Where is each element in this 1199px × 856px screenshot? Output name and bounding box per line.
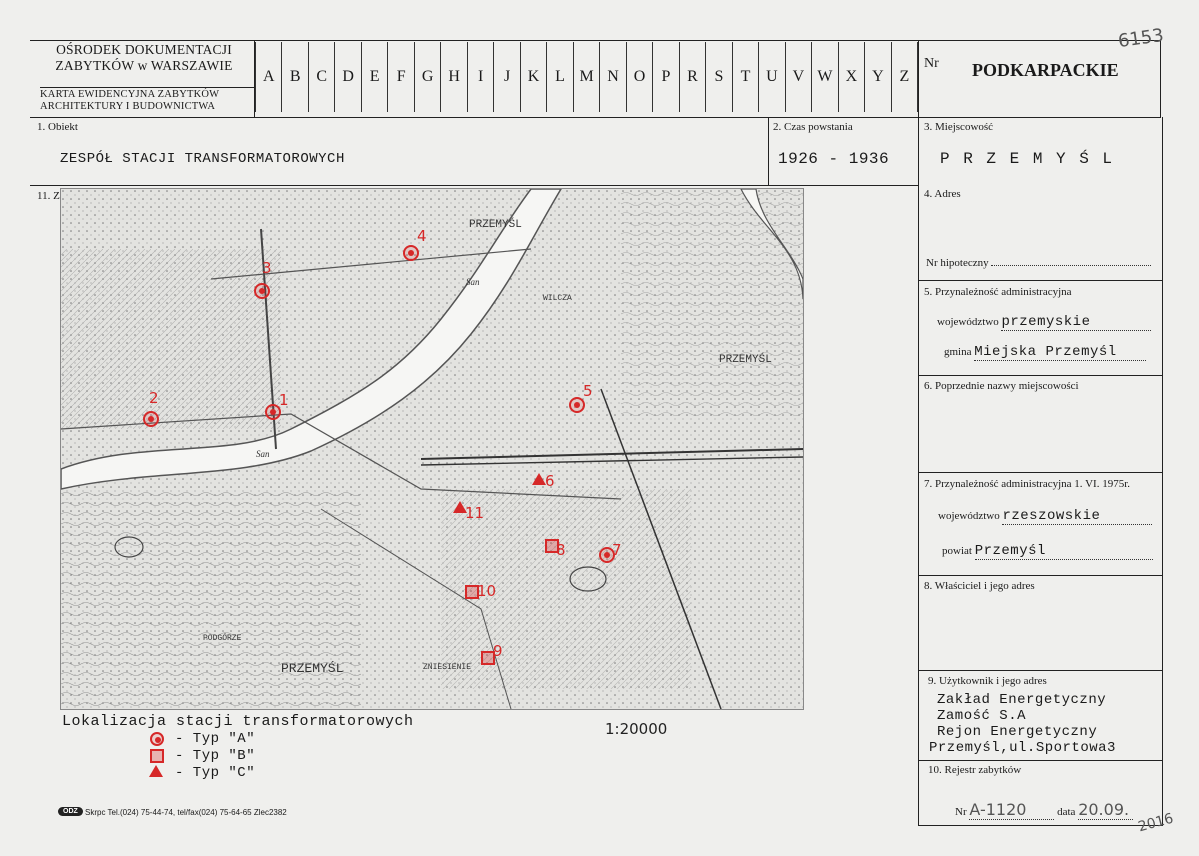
letter-cell-g: G xyxy=(414,42,440,112)
map-label-przemysl-east: PRZEMYŚL xyxy=(719,354,772,366)
letter-cell-h: H xyxy=(440,42,466,112)
station-marker-3[interactable] xyxy=(254,283,270,299)
powiat-value: Przemyśl xyxy=(975,543,1153,560)
letter-cell-p: P xyxy=(652,42,678,112)
station-number-10: 10 xyxy=(477,582,497,600)
printer-info: Skrpc Tel.(024) 75-44-74, tel/fax(024) 75-64-65 Zlec2382 xyxy=(85,808,287,817)
letter-cell-y: Y xyxy=(864,42,890,112)
legend-type-b: - Typ "B" xyxy=(175,748,256,764)
station-number-4: 4 xyxy=(417,227,427,245)
wojewodztwo-row xyxy=(937,314,1151,331)
letter-cell-u: U xyxy=(758,42,784,112)
legend-title: Lokalizacja stacji transformatorowych xyxy=(62,713,414,730)
uzytkownik-label: 9. Użytkownik i jego adres xyxy=(928,675,1047,687)
uzytkownik-line-1: Zakład Energetyczny xyxy=(937,692,1107,708)
rejestr-nr-value: A-1120 xyxy=(969,800,1054,820)
legend-icon-a xyxy=(150,732,164,746)
letter-cell-f: F xyxy=(387,42,413,112)
letter-cell-b: B xyxy=(281,42,307,112)
letter-cell-j: J xyxy=(493,42,519,112)
letter-cell-i: I xyxy=(467,42,493,112)
letter-cell-v: V xyxy=(785,42,811,112)
powiat-label: powiat xyxy=(942,545,972,557)
przynaleznosc-label: 5. Przynależność administracyjna xyxy=(924,286,1072,298)
karta-separator xyxy=(40,87,254,88)
letter-cell-o: O xyxy=(626,42,652,112)
legend-icon-c xyxy=(149,765,163,777)
czas-label: 2. Czas powstania xyxy=(773,121,853,133)
letter-index xyxy=(255,42,918,112)
wojewodztwo-value: przemyskie xyxy=(1001,314,1151,331)
wojewodztwo-label: województwo xyxy=(937,316,999,328)
rejestr-data-label: data xyxy=(1057,806,1076,818)
region-name: PODKARPACKIE xyxy=(972,60,1119,80)
station-number-3: 3 xyxy=(262,259,272,277)
poprzednie-label: 6. Poprzednie nazwy miejscowości xyxy=(924,380,1079,392)
line-after-8 xyxy=(918,670,1163,671)
station-marker-2[interactable] xyxy=(143,411,159,427)
nr-label: Nr xyxy=(924,56,939,71)
region-box-bottom xyxy=(918,117,1161,118)
uzytkownik-address xyxy=(929,692,1116,756)
obiekt-label: 1. Obiekt xyxy=(37,121,78,133)
wlasciciel-label: 8. Właściciel i jego adres xyxy=(924,580,1035,592)
org-line-2: ZABYTKÓW w WARSZAWIE xyxy=(55,58,233,73)
letter-cell-z: Z xyxy=(891,42,917,112)
letter-cell-l: L xyxy=(546,42,572,112)
header-bottom-line xyxy=(30,117,918,118)
czas-value: 1926 - 1936 xyxy=(778,150,890,168)
letter-cell-n: N xyxy=(599,42,625,112)
station-marker-4[interactable] xyxy=(403,245,419,261)
legend-type-a: - Typ "A" xyxy=(175,731,256,747)
station-number-11: 11 xyxy=(465,504,485,522)
rejestr-data-value: 20.09. xyxy=(1078,800,1133,820)
letter-cell-s: S xyxy=(705,42,731,112)
nr-hipoteczny-text: Nr hipoteczny xyxy=(926,257,989,269)
station-number-5: 5 xyxy=(583,382,593,400)
station-number-8: 8 xyxy=(556,541,566,559)
map-scale: 1:20000 xyxy=(605,720,668,738)
right-column-divider xyxy=(918,40,919,825)
hills-area xyxy=(61,489,361,709)
station-number-1: 1 xyxy=(279,391,289,409)
obiekt-value: ZESPÓŁ STACJI TRANSFORMATOROWYCH xyxy=(60,151,345,167)
station-number-6: 6 xyxy=(545,472,555,490)
station-number-9: 9 xyxy=(493,642,503,660)
rejestr-label: 10. Rejestr zabytków xyxy=(928,764,1022,776)
letter-cell-k: K xyxy=(520,42,546,112)
letter-cell-a: A xyxy=(255,42,281,112)
map-label-wilcza: WILCZA xyxy=(543,294,572,303)
line-after-7 xyxy=(918,575,1163,576)
wojewodztwo1975-row xyxy=(938,508,1152,525)
rejestr-nr-label: Nr xyxy=(955,806,967,818)
right-edge-line xyxy=(1162,117,1163,826)
map-label-san-west: San xyxy=(256,449,270,459)
uzytkownik-line-2: Zamość S.A xyxy=(937,708,1027,724)
map-label-przemysl-north: PRZEMYŚL xyxy=(469,219,522,231)
letter-cell-d: D xyxy=(334,42,360,112)
card-number: 6153 xyxy=(1116,24,1166,53)
rejestr-year: 2016 xyxy=(1136,810,1176,836)
nr-hipoteczny-label xyxy=(926,257,1151,269)
przynaleznosc1975-label: 7. Przynależność administracyjna 1. VI. 1975r. xyxy=(924,478,1130,490)
miejscowosc-value: P R Z E M Y Ś L xyxy=(940,150,1115,168)
letter-cell-r: R xyxy=(679,42,705,112)
map-label-zniesienie: ZNIESIENIE xyxy=(423,663,472,672)
map-section-label: 11. Z xyxy=(37,190,60,202)
map-svg xyxy=(61,189,803,709)
station-number-7: 7 xyxy=(612,541,622,559)
printer-logo: ODZ xyxy=(58,807,83,816)
hills-east xyxy=(621,189,803,419)
letter-cell-e: E xyxy=(361,42,387,112)
karta-line-1: KARTA EWIDENCYJNA ZABYTKÓW xyxy=(40,89,220,100)
uzytkownik-line-3: Rejon Energetyczny xyxy=(937,724,1098,740)
rejestr-row xyxy=(955,800,1133,820)
legend-icon-b xyxy=(150,749,164,763)
org-line-1: OŚRODEK DOKUMENTACJI xyxy=(56,42,232,57)
line-after-9 xyxy=(918,760,1163,761)
powiat-row xyxy=(942,543,1153,560)
karta-line-2: ARCHITEKTURY I BUDOWNICTWA xyxy=(40,101,216,112)
karta-title xyxy=(40,89,254,113)
wojewodztwo1975-value: rzeszowskie xyxy=(1002,508,1152,525)
letter-cell-m: M xyxy=(573,42,599,112)
letter-cell-c: C xyxy=(308,42,334,112)
letter-cell-x: X xyxy=(838,42,864,112)
nr-hipoteczny-field xyxy=(991,265,1151,266)
map-label-san-north: San xyxy=(466,277,480,287)
legend-type-c: - Typ "C" xyxy=(175,765,256,781)
letter-end-border xyxy=(917,42,918,112)
line-after-6 xyxy=(918,472,1163,473)
czas-divider xyxy=(768,117,769,185)
wojewodztwo1975-label: województwo xyxy=(938,510,1000,522)
topographic-map xyxy=(60,188,804,710)
adres-label: 4. Adres xyxy=(924,188,961,200)
org-name xyxy=(35,42,253,74)
station-marker-6[interactable] xyxy=(532,473,546,485)
map-label-podgorze: PODGÓRZE xyxy=(203,634,242,643)
gmina-value: Miejska Przemyśl xyxy=(974,344,1146,361)
uzytkownik-line-4: Przemyśl,ul.Sportowa3 xyxy=(929,740,1116,756)
station-number-2: 2 xyxy=(149,389,159,407)
gmina-label: gmina xyxy=(944,346,972,358)
map-label-przemysl-south: PRZEMYŚL xyxy=(281,661,344,676)
letter-cell-t: T xyxy=(732,42,758,112)
gmina-row xyxy=(944,344,1146,361)
region-box-right xyxy=(1160,40,1161,118)
line-bottom xyxy=(918,825,1163,826)
letter-cell-w: W xyxy=(811,42,837,112)
frame-top-line xyxy=(30,40,1160,41)
miejscowosc-label: 3. Miejscowość xyxy=(924,121,994,133)
row1-bottom-line xyxy=(30,185,918,186)
line-after-5 xyxy=(918,375,1163,376)
line-after-adres xyxy=(918,280,1163,281)
